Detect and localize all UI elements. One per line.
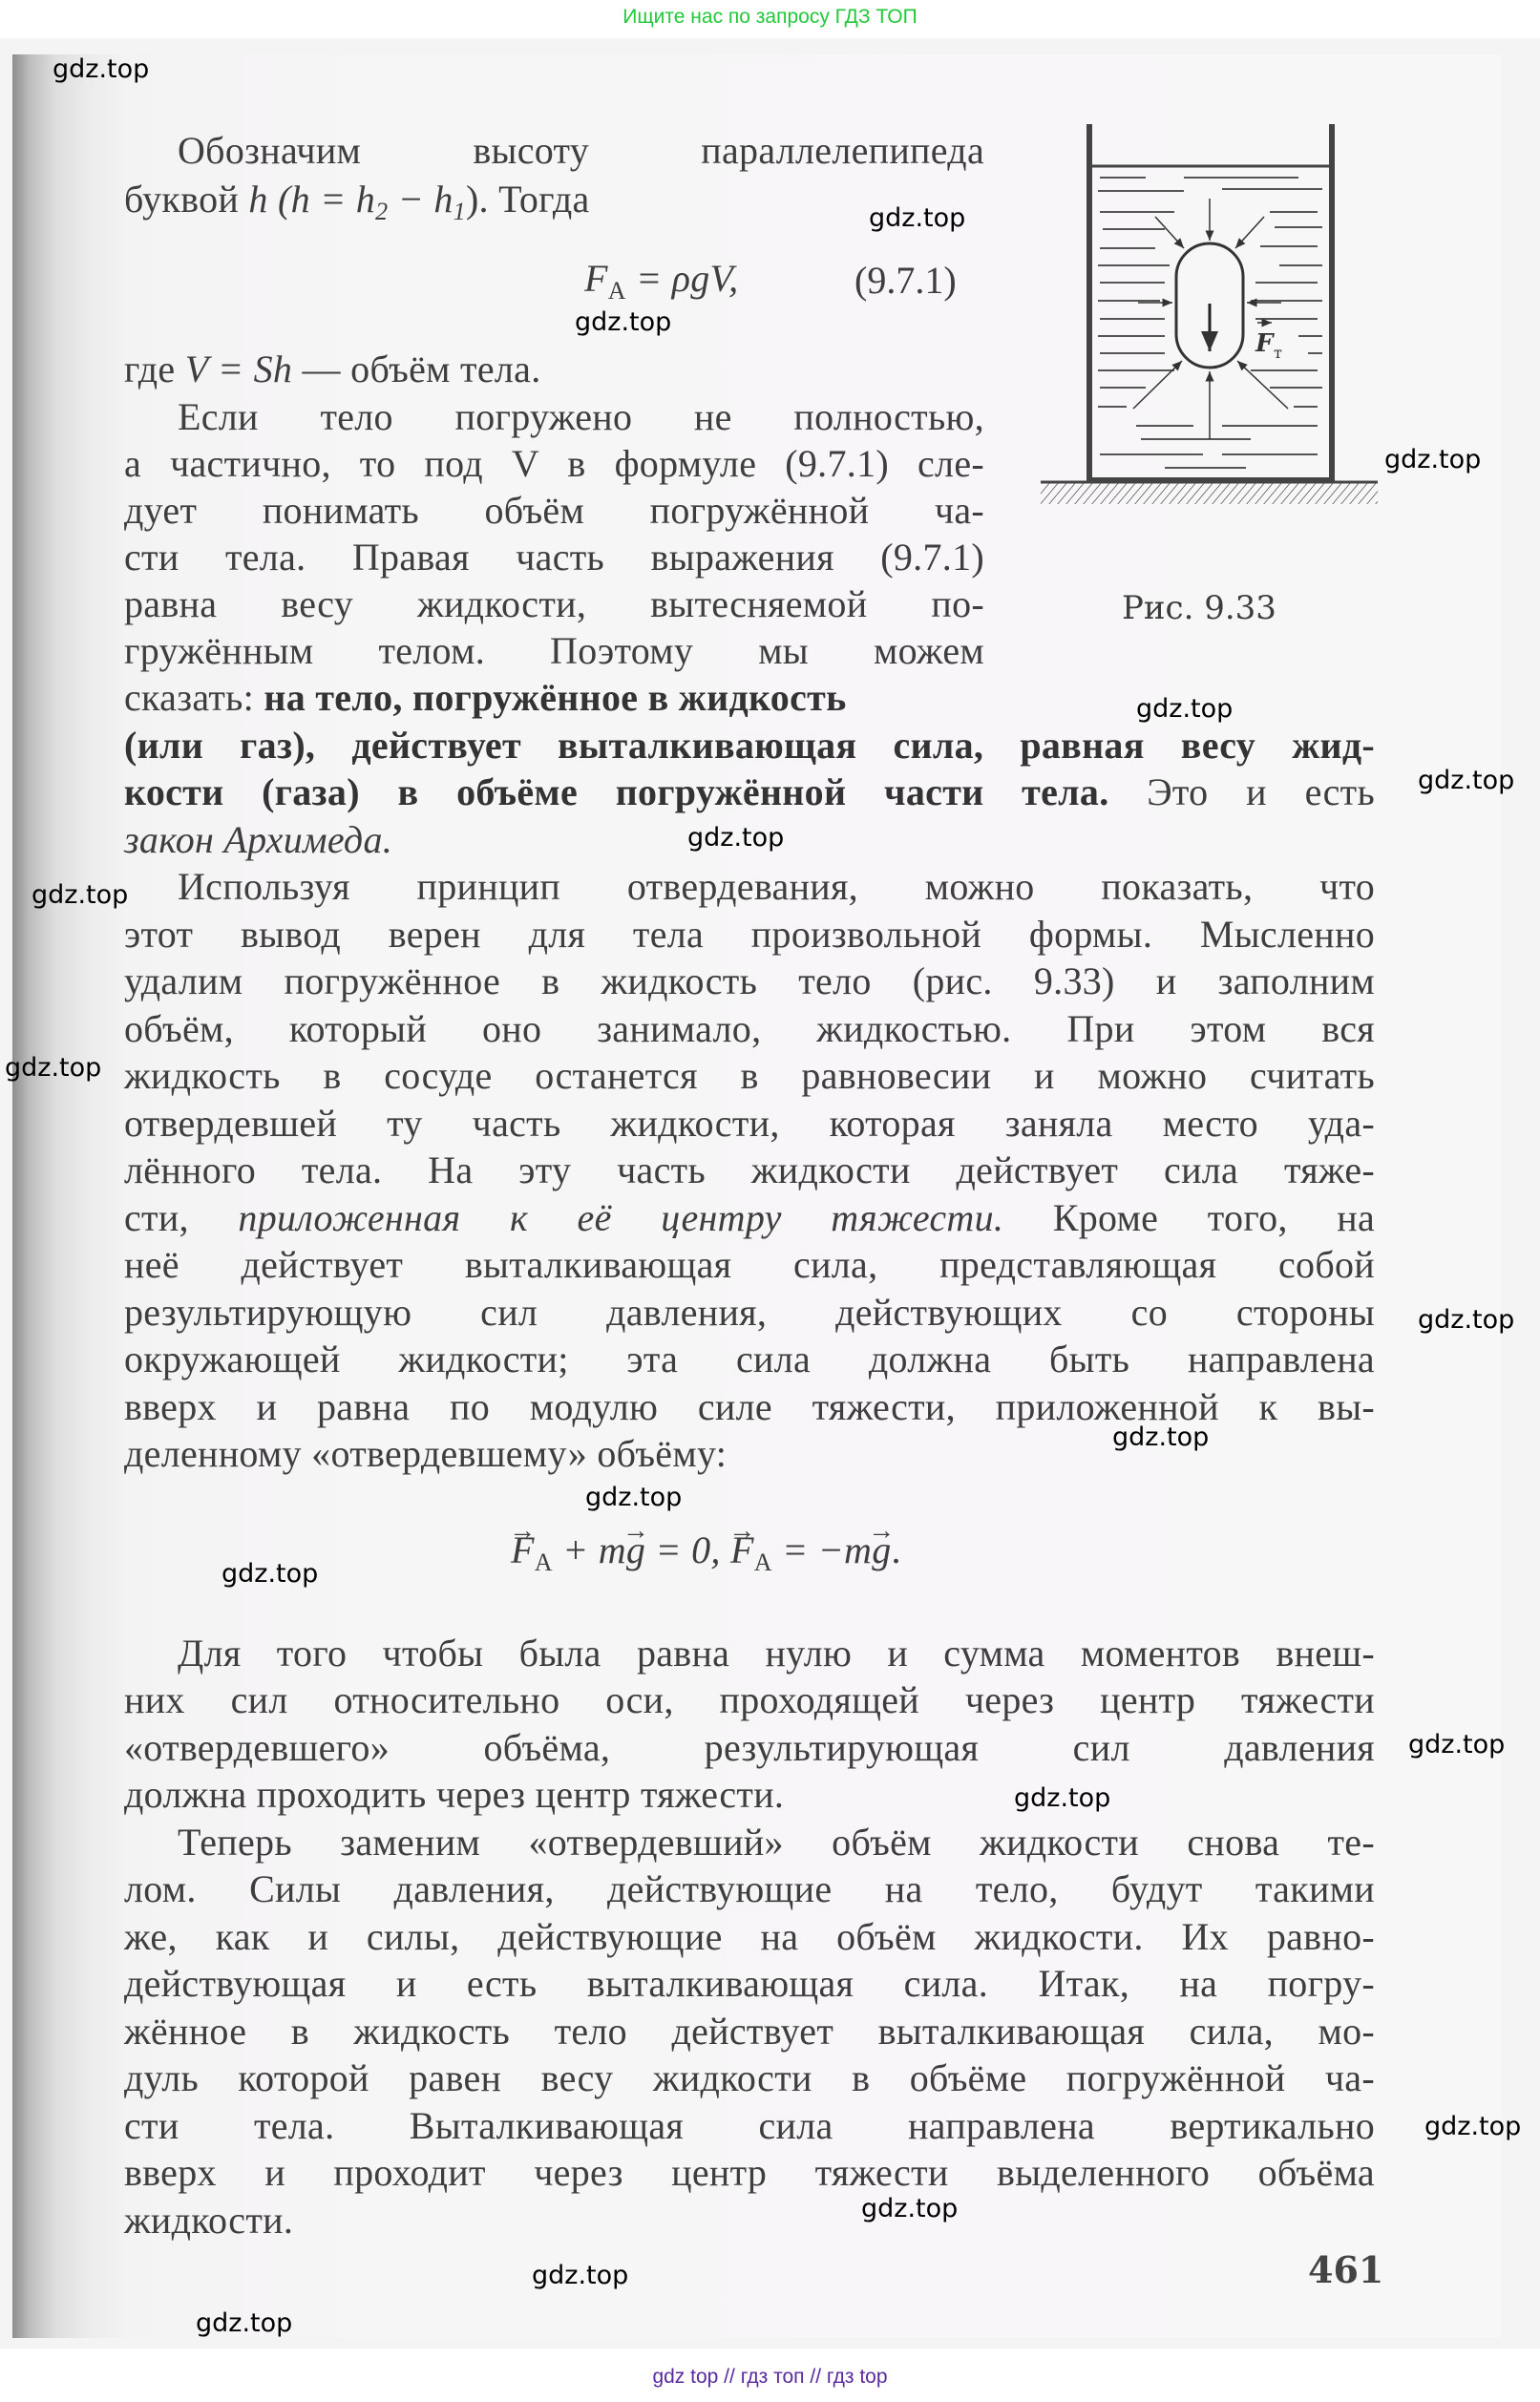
text-line: Обозначим высоту параллелепипеда [178, 129, 984, 172]
text-line: жённое в жидкость тело действует выталкивающая сила, мо- [124, 2010, 1375, 2053]
text-line: Теперь заменим «отвердевший» объём жидкости снова те- [178, 1821, 1375, 1864]
watermark-text: gdz.top [869, 203, 966, 233]
equation-vector [511, 1528, 901, 1586]
figure-9-33-diagram [1031, 105, 1489, 573]
text: буквой [124, 178, 249, 221]
text-line: сти тела. Выталкивающая сила направлена вертикально [124, 2104, 1375, 2147]
watermark-text: gdz.top [5, 1053, 102, 1083]
watermark-text: gdz.top [861, 2194, 959, 2223]
watermark-text: gdz.top [1014, 1783, 1111, 1813]
text-line: окружающей жидкости; эта сила должна быть направлена [124, 1338, 1375, 1380]
separator: // [718, 2366, 741, 2388]
subscript: A [607, 276, 626, 305]
text-line [124, 1195, 1375, 1241]
footer-link-gdz-top-ru[interactable]: гдз топ [740, 2366, 805, 2388]
text-line: них сил относительно оси, проходящей через центр тяжести [124, 1678, 1375, 1721]
text-line: действующая и есть выталкивающая сила. Итак, на погру- [124, 1962, 1375, 2005]
text-line: дуль которой равен весу жидкости в объёме погружённой ча- [124, 2056, 1375, 2099]
text-line: лённого тела. На эту часть жидкости действует сила тяже- [124, 1148, 1375, 1191]
text-line: а частично, то под V в формуле (9.7.1) сле- [124, 442, 984, 485]
text-line: результирующую сил давления, действующих со стороны [124, 1291, 1375, 1334]
separator: // [804, 2366, 827, 2388]
vector-F: → F [730, 1528, 754, 1573]
text-line: Используя принцип отвердевания, можно показать, что [178, 865, 1375, 908]
text-line: вверх и равна по модулю силе тяжести, приложенной к вы- [124, 1385, 1375, 1428]
text-line: сти тела. Правая часть выражения (9.7.1) [124, 536, 984, 579]
text-line: жидкость в сосуде останется в равновесии и можно считать [124, 1054, 1375, 1097]
text-line: вверх и проходит через центр тяжести выделенного объёма [124, 2151, 1375, 2194]
math-rhs: = ρgV, [625, 257, 739, 300]
italic-text: приложенная к её центру тяжести. [238, 1196, 1004, 1239]
math-text: h (h = h [248, 178, 376, 221]
text: Это и есть [1108, 770, 1375, 813]
text-line: объём, который оно занимало, жидкостью. При этом вся [124, 1007, 1375, 1050]
ground-hatch [1041, 483, 1378, 504]
subscript: A [534, 1548, 553, 1576]
bold-text: на тело, погружённое в жидкость [264, 676, 847, 719]
watermark-text: gdz.top [1418, 1305, 1515, 1335]
text-line: же, как и силы, действующие на объём жидкости. Их равно- [124, 1915, 1375, 1958]
force-label-sub: т [1274, 344, 1282, 362]
watermark-text: gdz.top [1418, 766, 1515, 795]
figure-caption: Рис. 9.33 [1122, 589, 1276, 627]
text: Кроме того, на [1003, 1196, 1375, 1239]
text-line: неё действует выталкивающая сила, представляющая собой [124, 1243, 1375, 1286]
text-line: отвердевшей ту часть жидкости, которая заняла место уда- [124, 1102, 1375, 1145]
subscript: 1 [453, 197, 466, 225]
text-line: лом. Силы давления, действующие на тело, будут такими [124, 1867, 1375, 1910]
watermark-text: gdz.top [575, 307, 672, 337]
vector-F: → F [511, 1528, 535, 1573]
text: сти, [124, 1196, 239, 1239]
subscript: 2 [375, 197, 389, 225]
text-line: должна проходить через центр тяжести. [124, 1773, 785, 1816]
text-line [124, 347, 541, 392]
equation-number: (9.7.1) [854, 259, 957, 302]
watermark-text: gdz.top [222, 1559, 319, 1589]
watermark-text: gdz.top [1136, 694, 1234, 724]
watermark-text: gdz.top [196, 2308, 293, 2338]
math-text: = −m [771, 1528, 873, 1571]
equation-9-7-1 [584, 256, 738, 314]
watermark-text: gdz.top [53, 54, 150, 84]
text: сказать: [124, 676, 264, 719]
text-line: жидкости. [124, 2199, 294, 2242]
text-line [124, 675, 847, 721]
text-line [124, 177, 590, 235]
text-line: этот вывод верен для тела произвольной формы. Мысленно [124, 913, 1375, 956]
text: — объём тела. [292, 348, 541, 390]
math-inline: V = Sh [184, 348, 293, 390]
text: ). Тогда [465, 178, 590, 221]
math-inline [248, 178, 466, 225]
vector-g: → g [872, 1528, 891, 1573]
text-line: Если тело погружено не полностью, [178, 395, 984, 438]
vector-g: → g [626, 1528, 645, 1573]
text-line: дует понимать объём погружённой ча- [124, 489, 984, 532]
math-text: = 0, [645, 1528, 731, 1571]
math-F: F [584, 257, 608, 300]
watermark-text: gdz.top [1424, 2112, 1522, 2141]
footer-link-gdz-top[interactable]: gdz top [652, 2366, 719, 2388]
text-line-bold: (или газ), действует выталкивающая сила, равная весу жид- [124, 724, 1375, 767]
watermark-text: gdz.top [1384, 445, 1482, 474]
text-line: «отвердевшего» объёма, результирующая сил давления [124, 1726, 1375, 1769]
watermark-text: gdz.top [1112, 1422, 1210, 1452]
top-banner: Ищите нас по запросу ГДЗ ТОП [622, 6, 918, 28]
force-label: F [1255, 329, 1274, 358]
text-line: гружённым телом. Поэтому мы можем [124, 629, 984, 672]
text-line: деленному «отвердевшему» объёму: [124, 1432, 728, 1475]
text-line: Для того чтобы была равна нулю и сумма моментов внеш- [178, 1632, 1375, 1675]
watermark-text: gdz.top [532, 2261, 629, 2290]
math-text: + m [552, 1528, 626, 1571]
text: где [124, 348, 185, 390]
text-line: удалим погружённое в жидкость тело (рис. 9.33) и заполним [124, 959, 1375, 1002]
math-text: . [891, 1528, 901, 1571]
text-line [124, 769, 1375, 815]
watermark-text: gdz.top [585, 1483, 683, 1512]
watermark-text: gdz.top [32, 880, 129, 910]
law-name: закон Архимеда. [124, 818, 393, 861]
bold-text: кости (газа) в объёме погружённой части тела. [124, 770, 1109, 813]
text-line: равна весу жидкости, вытесняемой по- [124, 582, 984, 625]
watermark-text: gdz.top [687, 823, 785, 853]
subscript: A [753, 1548, 772, 1576]
footer-links [0, 2366, 1540, 2389]
math-text: − h [388, 178, 454, 221]
watermark-text: gdz.top [1408, 1730, 1506, 1759]
footer-link-gdz-top-mixed[interactable]: гдз top [826, 2366, 888, 2388]
page-number: 461 [1308, 2248, 1384, 2291]
